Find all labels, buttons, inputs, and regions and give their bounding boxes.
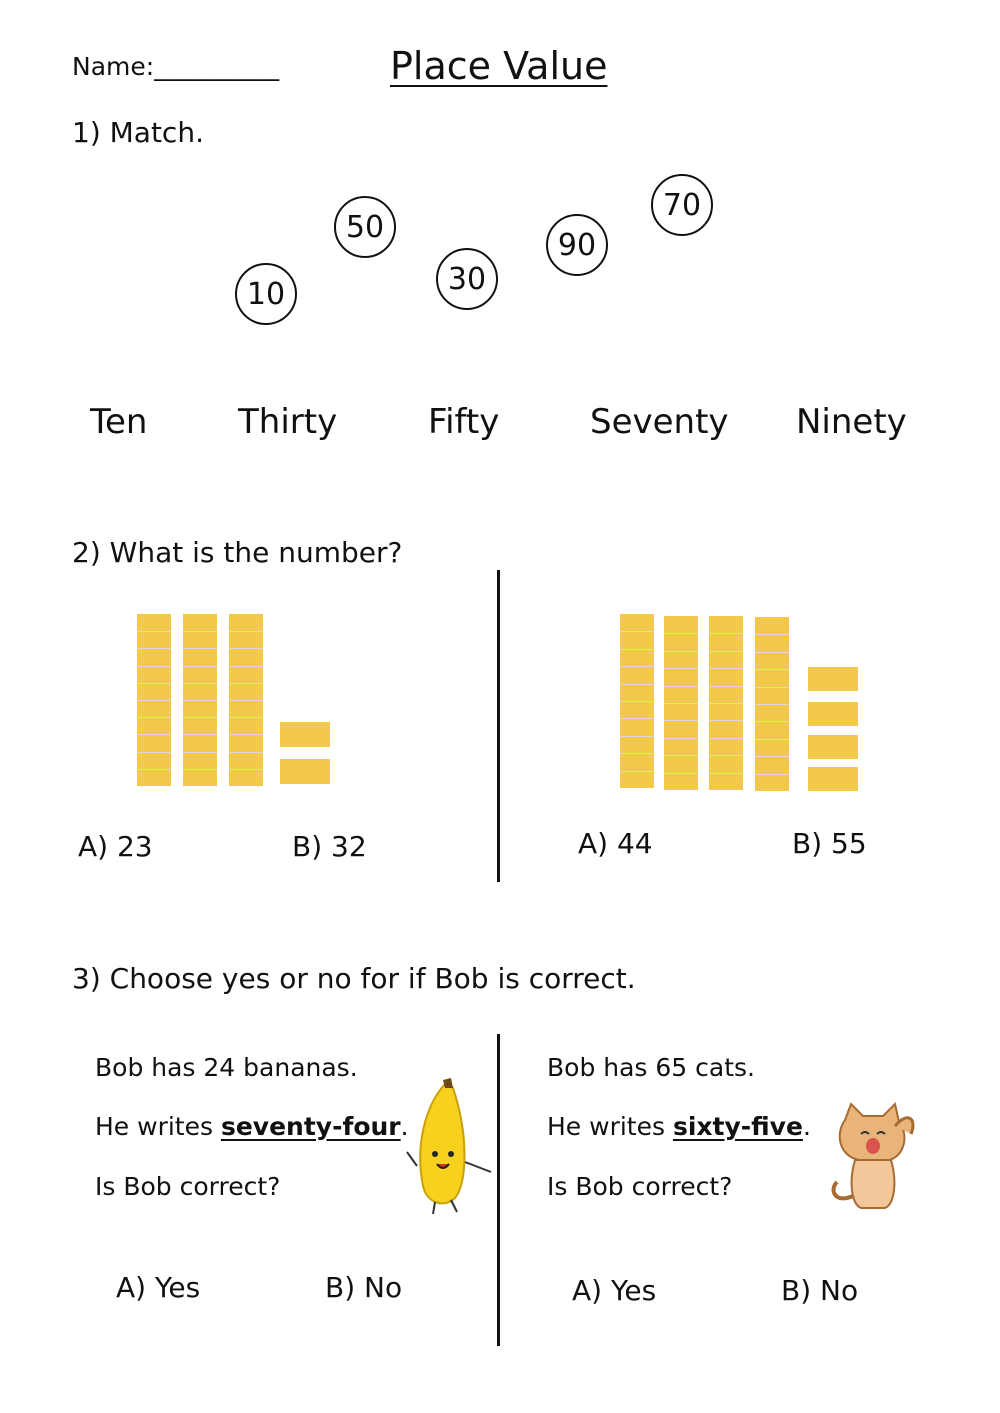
q2-right-option-b[interactable]: B) 55 <box>792 827 867 860</box>
banana-character-icon <box>405 1076 497 1216</box>
rod-segment-line <box>664 773 698 774</box>
rod-segment-line <box>620 736 654 737</box>
written-number: sixty-five <box>672 1112 803 1141</box>
rod-segment-line <box>709 668 743 669</box>
rod-segment-line <box>620 753 654 754</box>
number-label: 30 <box>447 261 487 297</box>
one-cube <box>808 702 858 726</box>
one-cube <box>808 767 858 791</box>
word-thirty[interactable]: Thirty <box>238 402 338 442</box>
one-cube <box>808 735 858 759</box>
ten-rod <box>664 616 698 790</box>
text: He writes <box>95 1112 221 1141</box>
rod-segment-line <box>755 652 789 653</box>
question-1-prompt: 1) Match. <box>72 116 204 149</box>
text: . <box>400 1112 409 1141</box>
q3-right-option-yes[interactable]: A) Yes <box>572 1274 657 1307</box>
rod-segment-line <box>755 704 789 705</box>
rod-segment-line <box>755 774 789 775</box>
rod-segment-line <box>755 739 789 740</box>
q3-left-option-yes[interactable]: A) Yes <box>116 1271 201 1304</box>
rod-segment-line <box>664 668 698 669</box>
cat-character-icon <box>825 1100 920 1215</box>
rod-segment-line <box>709 755 743 756</box>
rod-segment-line <box>620 701 654 702</box>
rod-segment-line <box>620 771 654 772</box>
rod-segment-line <box>664 738 698 739</box>
number-label: 70 <box>662 187 702 223</box>
rod-segment-line <box>664 755 698 756</box>
q3-left-line1: Bob has 24 bananas. <box>95 1053 358 1082</box>
word-ten[interactable]: Ten <box>90 402 148 442</box>
rod-segment-line <box>664 686 698 687</box>
rod-segment-line <box>620 666 654 667</box>
ten-rod <box>620 614 654 788</box>
rod-segment-line <box>755 634 789 635</box>
rod-segment-line <box>709 633 743 634</box>
q2-right-option-a[interactable]: A) 44 <box>578 827 653 860</box>
one-cube <box>808 667 858 691</box>
q3-right-line1: Bob has 65 cats. <box>547 1053 755 1082</box>
rod-segment-line <box>709 773 743 774</box>
text: . <box>802 1112 811 1141</box>
rod-segment-line <box>755 669 789 670</box>
rod-segment-line <box>620 718 654 719</box>
section-divider <box>497 1034 500 1346</box>
rod-segment-line <box>664 633 698 634</box>
number-label: 50 <box>345 209 385 245</box>
q3-right-line2 <box>547 1112 811 1141</box>
q3-right-option-no[interactable]: B) No <box>781 1274 859 1307</box>
q3-left-line2 <box>95 1112 409 1141</box>
rod-segment-line <box>709 720 743 721</box>
rod-segment-line <box>709 686 743 687</box>
ten-rod <box>755 617 789 791</box>
q3-right-line3: Is Bob correct? <box>547 1172 733 1201</box>
rod-segment-line <box>755 756 789 757</box>
question-3-prompt: 3) Choose yes or no for if Bob is correct. <box>72 962 636 995</box>
page-title: Place Value <box>390 44 608 88</box>
question-2-prompt: 2) What is the number? <box>72 536 403 569</box>
rod-segment-line <box>709 738 743 739</box>
word-fifty[interactable]: Fifty <box>428 402 500 442</box>
rod-segment-line <box>664 720 698 721</box>
rod-segment-line <box>620 684 654 685</box>
q2-left-option-b[interactable]: B) 32 <box>292 830 367 863</box>
text: He writes <box>547 1112 673 1141</box>
rod-segment-line <box>709 703 743 704</box>
name-field-label: Name:__________ <box>72 52 280 81</box>
q2-left-option-a[interactable]: A) 23 <box>78 830 153 863</box>
number-label: 90 <box>557 227 597 263</box>
number-label: 10 <box>246 276 286 312</box>
q3-left-option-no[interactable]: B) No <box>325 1271 403 1304</box>
rod-segment-line <box>709 651 743 652</box>
written-number: seventy-four <box>220 1112 401 1141</box>
rod-segment-line <box>620 649 654 650</box>
rod-segment-line <box>755 721 789 722</box>
word-seventy[interactable]: Seventy <box>590 402 729 442</box>
rod-segment-line <box>664 651 698 652</box>
q3-left-line3: Is Bob correct? <box>95 1172 281 1201</box>
rod-segment-line <box>620 631 654 632</box>
rod-segment-line <box>755 687 789 688</box>
ten-rod <box>709 616 743 790</box>
rod-segment-line <box>664 703 698 704</box>
word-ninety[interactable]: Ninety <box>796 402 907 442</box>
